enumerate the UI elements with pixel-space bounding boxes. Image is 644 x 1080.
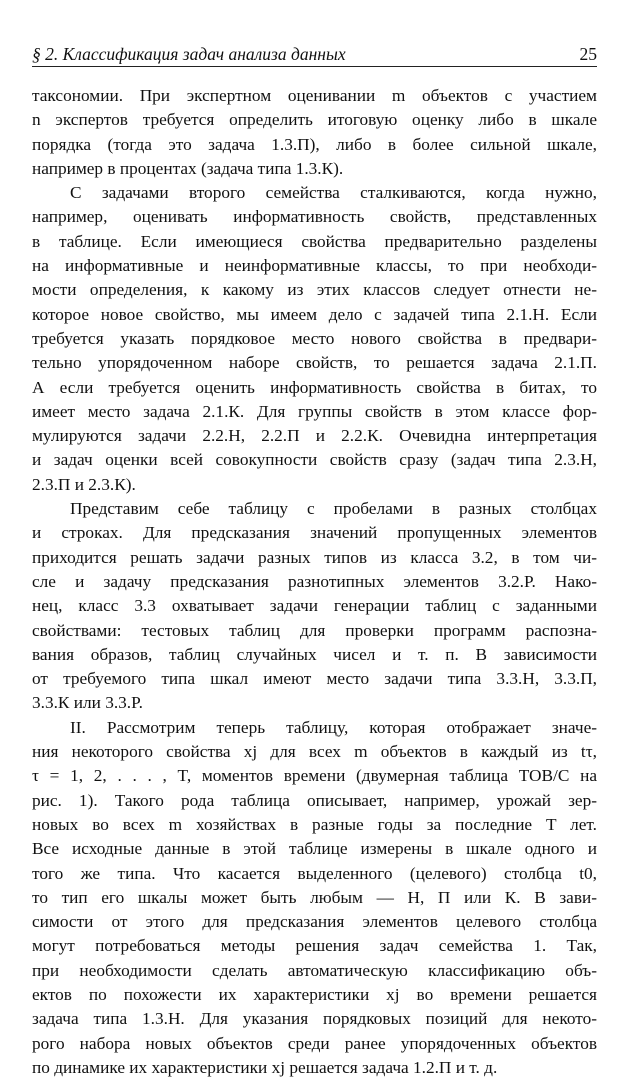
text-line: 2.3.П и 2.3.К).: [32, 474, 136, 494]
text-line: то тип его шкалы может быть любым — Н, П или К. В зави-: [32, 887, 597, 907]
text-line: вания образов, таблиц случайных чисел и т. п. В зависимости: [32, 644, 597, 664]
body-text: [32, 84, 597, 1080]
text-line: τ = 1, 2, . . . , T, моментов времени (двумерная таблица ТОВ/С на: [32, 766, 597, 786]
text-line: имеет место задача 2.1.К. Для группы свойств в этом классе фор-: [32, 401, 597, 421]
text-line: по динамике их характеристики xj решается задача 1.2.П и т. д.: [32, 1057, 498, 1077]
text-line: тельно упорядоченном наборе свойств, то решается задача 2.1.П.: [32, 353, 597, 373]
text-line: нец, класс 3.3 охватывает задачи генерации таблиц с заданными: [32, 596, 597, 616]
text-line: А если требуется оценить информативность свойства в битах, то: [32, 377, 597, 397]
text-line: сле и задачу предсказания разнотипных элементов 3.2.Р. Нако-: [32, 571, 597, 591]
text-line: требуется указать порядковое место нового свойства в предвари-: [32, 328, 597, 348]
text-line: и задач оценки всей совокупности свойств сразу (задач типа 2.3.Н,: [32, 450, 597, 470]
text-line: рис. 1). Такого рода таблица описывает, например, урожай зер-: [32, 790, 597, 810]
text-line: в таблице. Если имеющиеся свойства предварительно разделены: [32, 231, 597, 251]
text-line: которое новое свойство, мы имеем дело с задачей типа 2.1.Н. Если: [32, 304, 597, 324]
text-line: новых во всех m хозяйствах в разные годы за последние T лет.: [32, 814, 597, 834]
text-line: С задачами второго семейства сталкиваются, когда нужно,: [70, 183, 597, 203]
text-line: на информативные и неинформативные классы, то при необходи-: [32, 256, 597, 276]
text-line: и строках. Для предсказания значений пропущенных элементов: [32, 523, 597, 543]
text-line: например в процентах (задача типа 1.3.К).: [32, 158, 344, 178]
text-line: симости от этого для предсказания элементов целевого столбца: [32, 912, 597, 932]
running-header: [32, 38, 597, 67]
paragraph: [32, 181, 597, 497]
text-line: например, оценивать информативность свойств, представленных: [32, 207, 597, 227]
text-line: задача типа 1.3.Н. Для указания порядковых позиций для некото-: [32, 1009, 597, 1029]
section-title: § 2. Классификация задач анализа данных: [32, 44, 346, 64]
page-number: 25: [579, 44, 597, 64]
text-line: мости определения, к какому из этих классов следует отнести не-: [32, 280, 597, 300]
paragraph: [32, 716, 597, 1080]
text-line: 3.3.К или 3.3.Р.: [32, 693, 143, 713]
paragraph: [32, 497, 597, 716]
text-line: рого набора новых объектов среди ранее упорядоченных объектов: [32, 1033, 597, 1053]
text-line: II. Рассмотрим теперь таблицу, которая отображает значе-: [70, 717, 597, 737]
text-line: мулируются задачи 2.2.Н, 2.2.П и 2.2.К. Очевидна интерпретация: [32, 426, 597, 446]
text-line: при необходимости сделать автоматическую классификацию объ-: [32, 960, 597, 980]
text-line: порядка (тогда это задача 1.3.П), либо в более сильной шкале,: [32, 134, 597, 154]
text-line: ектов по похожести их характеристики xj во времени решается: [32, 984, 597, 1004]
text-line: ния некоторого свойства xj для всех m объектов в каждый из tτ,: [32, 742, 597, 762]
text-line: свойствами: тестовых таблиц для проверки программ распозна-: [32, 620, 597, 640]
text-line: от требуемого типа шкал имеют место задачи типа 3.3.Н, 3.3.П,: [32, 669, 597, 689]
text-line: могут потребоваться методы решения задач семейства 1. Так,: [32, 936, 597, 956]
text-line: приходится решать задачи разных типов из класса 3.2, в том чи-: [32, 547, 597, 567]
paragraph: [32, 84, 597, 181]
text-line: n экспертов требуется определить итоговую оценку либо в шкале: [32, 110, 597, 130]
text-line: того же типа. Что касается выделенного (целевого) столбца t0,: [32, 863, 597, 883]
text-line: Все исходные данные в этой таблице измерены в шкале одного и: [32, 839, 597, 859]
text-line: таксономии. При экспертном оценивании m объектов с участием: [32, 86, 597, 105]
text-line: Представим себе таблицу с пробелами в разных столбцах: [70, 499, 597, 519]
